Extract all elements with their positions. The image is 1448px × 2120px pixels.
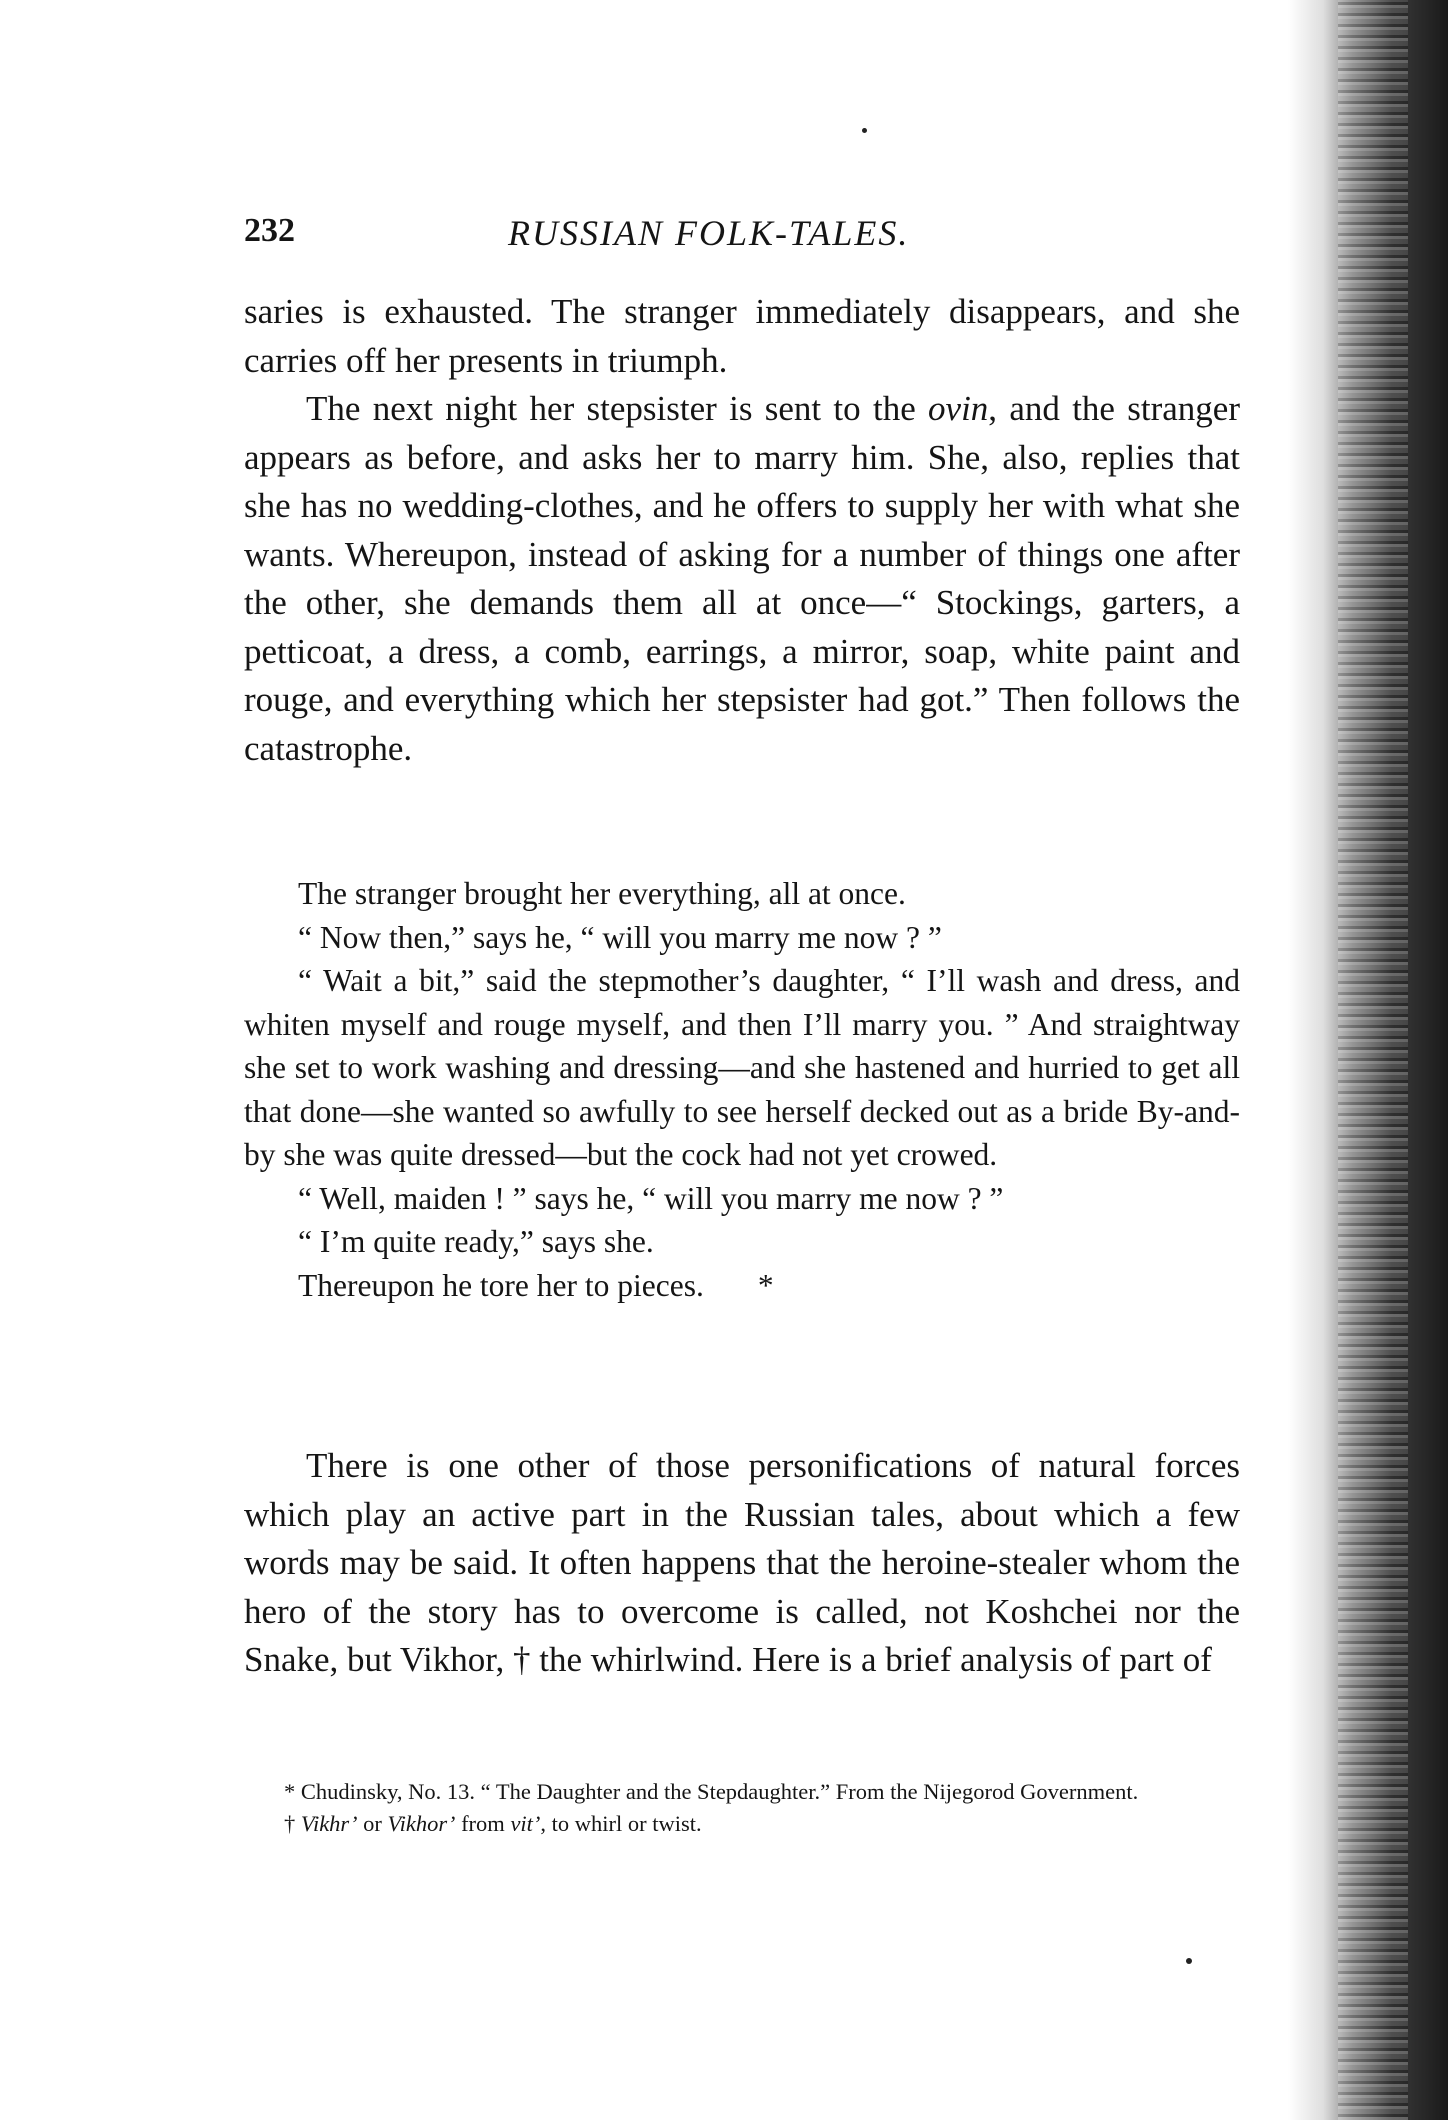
footnote-2-gloss: , to whirl or twist. (540, 1811, 702, 1836)
stray-mark (1186, 1958, 1192, 1964)
footnote-2-term-2: Vikhor’ (387, 1811, 456, 1836)
page-number: 232 (244, 212, 295, 249)
running-title: RUSSIAN FOLK-TALES. (508, 213, 910, 253)
footnote-2-or: or (357, 1811, 388, 1836)
paragraph-1: saries is exhausted. The stranger immediately disappears, and she carries off her presents in triumph. (244, 292, 1240, 380)
footnote-2-mark: † (284, 1811, 301, 1836)
closing-text (244, 1442, 1240, 1685)
paragraph-3 (244, 1442, 1240, 1685)
quote-line-1: The stranger brought her everything, all at once. (298, 876, 906, 911)
page-header (244, 212, 1244, 262)
quoted-excerpt (244, 872, 1240, 1307)
quote-line-6 (244, 1264, 1240, 1308)
paragraph-3-rest: the whirlwind. Here is a brief analysis of part of (530, 1640, 1212, 1679)
paragraph-2 (244, 385, 1240, 773)
footnote-2-from: from (455, 1811, 511, 1836)
paragraph-2-rest: , and the stranger appears as before, and asks her to marry him. She, also, replies that she has no wedding-clothes, and he offers to supply her with what she wants. Whereupon, instead of asking for a number of things one after the other, she demands them all at once—“ Stockings, garters, a petticoat, a dress, a comb, earrings, a mirror, soap, white paint and rouge, and everything which her stepsister had got.” Then follows the catastrophe. (244, 389, 1240, 768)
quote-line-3: “ Wait a bit,” said the stepmother’s daughter, “ I’ll wash and dress, and whiten myself and rouge myself, and then I’ll marry you. ” And straightway she set to work washing and dressing—and she hastened and hurried to get all that done—she wanted so awfully to see herself decked out as a bride By-and-by she was quite dressed—but the cock had not yet crowed. (244, 963, 1240, 1172)
spine-texture (1338, 0, 1408, 2120)
stray-mark (862, 128, 867, 133)
footnote-marker-dagger: † (504, 1640, 531, 1679)
footnotes (244, 1776, 1240, 1840)
quote-line-4: “ Well, maiden ! ” says he, “ will you marry me now ? ” (298, 1180, 1004, 1216)
quote-line-5: “ I’m quite ready,” says she. (298, 1224, 654, 1259)
opening-text (244, 288, 1240, 773)
quote-line-6-text: Thereupon he tore her to pieces. (298, 1267, 704, 1303)
footnote-2-term-1: Vikhr’ (300, 1811, 358, 1836)
footnote-marker-asterisk: * (757, 1267, 774, 1303)
footnote-2-term-3: vit’ (510, 1811, 541, 1836)
ovin-term: ovin (928, 389, 989, 428)
footnote-1: * Chudinsky, No. 13. “ The Daughter and the Stepdaughter.” From the Nijegorod Government. (284, 1779, 1139, 1804)
paragraph-2-start: The next night her stepsister is sent to the (306, 389, 929, 428)
footnote-2 (244, 1808, 1240, 1840)
paragraph-3-start: There is one other of those personifications of natural forces which play an active part in the Russian tales, about which a few words may be said. It often happens that the heroine-stealer whom the hero of the story has to overcome is called, not Koshchei nor the Snake, but Vikhor, (244, 1446, 1240, 1679)
quote-line-2: “ Now then,” says he, “ will you marry me now ? ” (298, 919, 942, 955)
